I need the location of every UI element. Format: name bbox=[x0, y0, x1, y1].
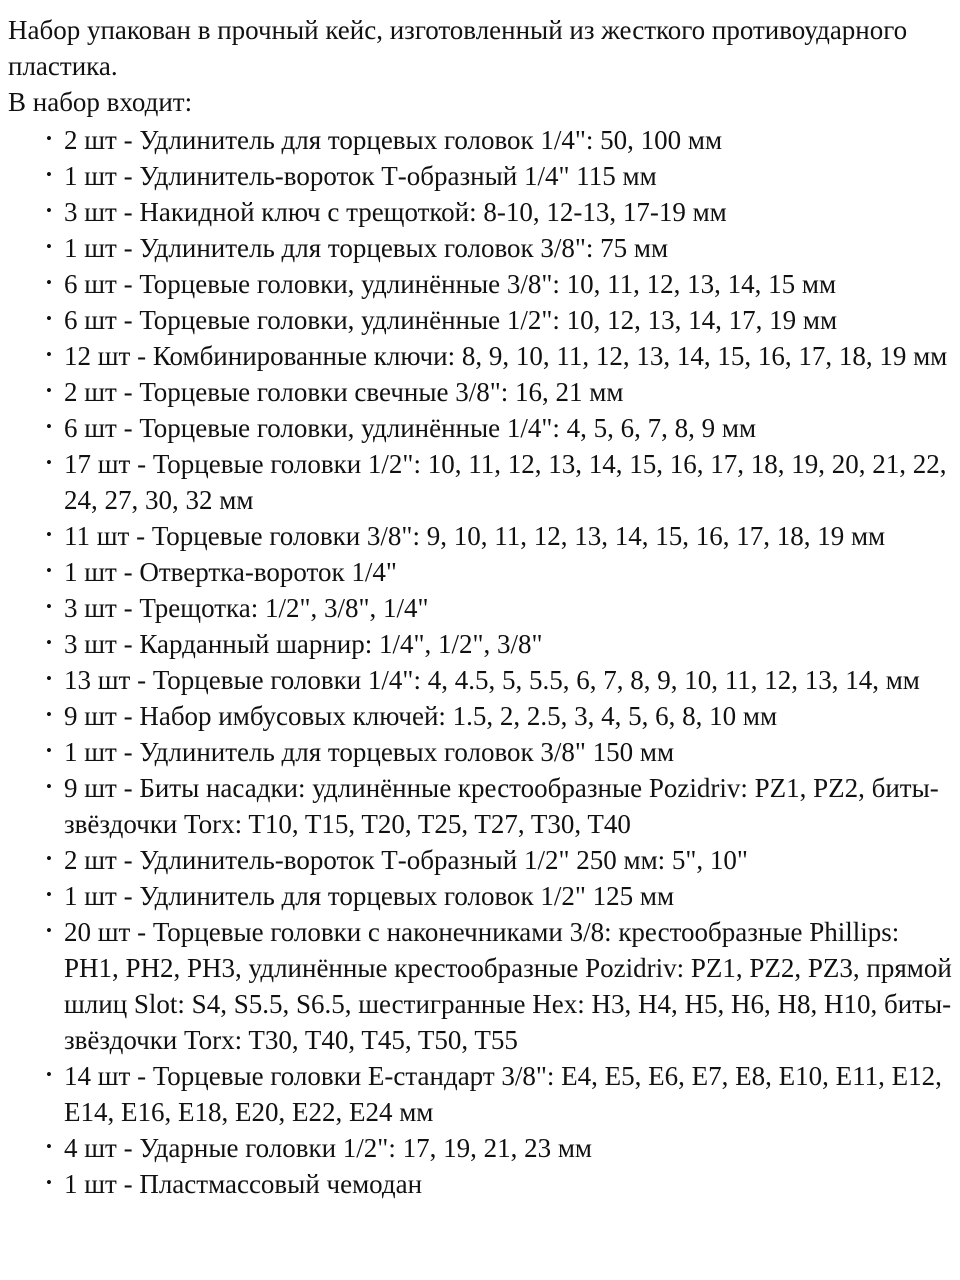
bullet-icon: • bbox=[46, 705, 52, 724]
list-item-text: 9 шт - Набор имбусовых ключей: 1.5, 2, 2.5, 3, 4, 5, 6, 8, 10 мм bbox=[64, 701, 778, 731]
bullet-icon: • bbox=[46, 1137, 52, 1156]
list-item bbox=[8, 446, 952, 518]
list-item-text: 11 шт - Торцевые головки 3/8": 9, 10, 11, 12, 13, 14, 15, 16, 17, 18, 19 мм bbox=[64, 521, 886, 551]
bullet-icon: • bbox=[46, 741, 52, 760]
list-item-text: 1 шт - Удлинитель-вороток Т-образный 1/4" 115 мм bbox=[64, 161, 657, 191]
bullet-icon: • bbox=[46, 561, 52, 580]
contents-list bbox=[8, 122, 952, 1202]
bullet-icon: • bbox=[46, 345, 52, 364]
list-item-text: 20 шт - Торцевые головки с наконечниками 3/8: крестообразные Phillips: PH1, PH2, PH3, удлинённые крестообразные Pozidriv: PZ1, PZ2, PZ3, прямой шлиц Slot: S4, S5.5, S6.5, шестигранные Hex: H3, H4, H5, H6, H8, H10, биты-звёздочки Torx: T30, T40, T45, T50, T55 bbox=[64, 917, 952, 1055]
bullet-icon: • bbox=[46, 309, 52, 328]
list-item bbox=[8, 842, 952, 878]
bullet-icon: • bbox=[46, 921, 52, 940]
list-item-text: 1 шт - Удлинитель для торцевых головок 3/8": 75 мм bbox=[64, 233, 669, 263]
list-item-text: 6 шт - Торцевые головки, удлинённые 1/4": 4, 5, 6, 7, 8, 9 мм bbox=[64, 413, 757, 443]
list-heading: В набор входит: bbox=[8, 87, 193, 117]
bullet-icon: • bbox=[46, 777, 52, 796]
bullet-icon: • bbox=[46, 849, 52, 868]
bullet-icon: • bbox=[46, 1173, 52, 1192]
list-item-text: 12 шт - Комбинированные ключи: 8, 9, 10, 11, 12, 13, 14, 15, 16, 17, 18, 19 мм bbox=[64, 341, 948, 371]
list-item-text: 6 шт - Торцевые головки, удлинённые 3/8": 10, 11, 12, 13, 14, 15 мм bbox=[64, 269, 837, 299]
bullet-icon: • bbox=[46, 381, 52, 400]
packaging-note: Набор упакован в прочный кейс, изготовленный из жесткого противоударного пластика. bbox=[8, 15, 908, 81]
bullet-icon: • bbox=[46, 525, 52, 544]
list-item bbox=[8, 662, 952, 698]
list-item bbox=[8, 914, 952, 1058]
list-item-text: 1 шт - Пластмассовый чемодан bbox=[64, 1169, 423, 1199]
list-item bbox=[8, 518, 952, 554]
list-item-text: 3 шт - Карданный шарнир: 1/4", 1/2", 3/8" bbox=[64, 629, 543, 659]
list-item-text: 1 шт - Отвертка-вороток 1/4" bbox=[64, 557, 397, 587]
list-item-text: 3 шт - Трещотка: 1/2", 3/8", 1/4" bbox=[64, 593, 429, 623]
bullet-icon: • bbox=[46, 597, 52, 616]
list-item-text: 1 шт - Удлинитель для торцевых головок 3/8" 150 мм bbox=[64, 737, 675, 767]
list-item bbox=[8, 302, 952, 338]
bullet-icon: • bbox=[46, 417, 52, 436]
list-item bbox=[8, 338, 952, 374]
bullet-icon: • bbox=[46, 885, 52, 904]
bullet-icon: • bbox=[46, 633, 52, 652]
bullet-icon: • bbox=[46, 201, 52, 220]
bullet-icon: • bbox=[46, 129, 52, 148]
list-item-text: 4 шт - Ударные головки 1/2": 17, 19, 21, 23 мм bbox=[64, 1133, 592, 1163]
list-item bbox=[8, 266, 952, 302]
bullet-icon: • bbox=[46, 273, 52, 292]
list-item-text: 17 шт - Торцевые головки 1/2": 10, 11, 12, 13, 14, 15, 16, 17, 18, 19, 20, 21, 22, 24, 27, 30, 32 мм bbox=[64, 449, 947, 515]
list-item bbox=[8, 554, 952, 590]
bullet-icon: • bbox=[46, 237, 52, 256]
list-item bbox=[8, 374, 952, 410]
bullet-icon: • bbox=[46, 1065, 52, 1084]
list-item-text: 2 шт - Удлинитель-вороток Т-образный 1/2" 250 мм: 5", 10" bbox=[64, 845, 748, 875]
list-item-text: 2 шт - Торцевые головки свечные 3/8": 16, 21 мм bbox=[64, 377, 624, 407]
list-item bbox=[8, 626, 952, 662]
list-item-text: 13 шт - Торцевые головки 1/4": 4, 4.5, 5, 5.5, 6, 7, 8, 9, 10, 11, 12, 13, 14, мм bbox=[64, 665, 920, 695]
list-item bbox=[8, 230, 952, 266]
list-item bbox=[8, 158, 952, 194]
list-item-text: 6 шт - Торцевые головки, удлинённые 1/2": 10, 12, 13, 14, 17, 19 мм bbox=[64, 305, 838, 335]
list-item-text: 2 шт - Удлинитель для торцевых головок 1/4": 50, 100 мм bbox=[64, 125, 723, 155]
list-item-text: 9 шт - Биты насадки: удлинённые крестообразные Pozidriv: PZ1, PZ2, биты-звёздочки Torx: T10, T15, T20, T25, T27, T30, T40 bbox=[64, 773, 939, 839]
list-item bbox=[8, 1130, 952, 1166]
bullet-icon: • bbox=[46, 669, 52, 688]
list-item bbox=[8, 1058, 952, 1130]
list-item bbox=[8, 878, 952, 914]
list-item bbox=[8, 698, 952, 734]
list-item bbox=[8, 590, 952, 626]
list-item bbox=[8, 770, 952, 842]
bullet-icon: • bbox=[46, 165, 52, 184]
list-item-text: 1 шт - Удлинитель для торцевых головок 1/2" 125 мм bbox=[64, 881, 675, 911]
list-item bbox=[8, 194, 952, 230]
list-item bbox=[8, 734, 952, 770]
list-item-text: 3 шт - Накидной ключ с трещоткой: 8-10, 12-13, 17-19 мм bbox=[64, 197, 727, 227]
list-item bbox=[8, 1166, 952, 1202]
list-item bbox=[8, 410, 952, 446]
bullet-icon: • bbox=[46, 453, 52, 472]
list-item bbox=[8, 122, 952, 158]
list-item-text: 14 шт - Торцевые головки Е-стандарт 3/8": E4, E5, E6, E7, E8, E10, E11, E12, E14, E16, E18, E20, E22, E24 мм bbox=[64, 1061, 942, 1127]
